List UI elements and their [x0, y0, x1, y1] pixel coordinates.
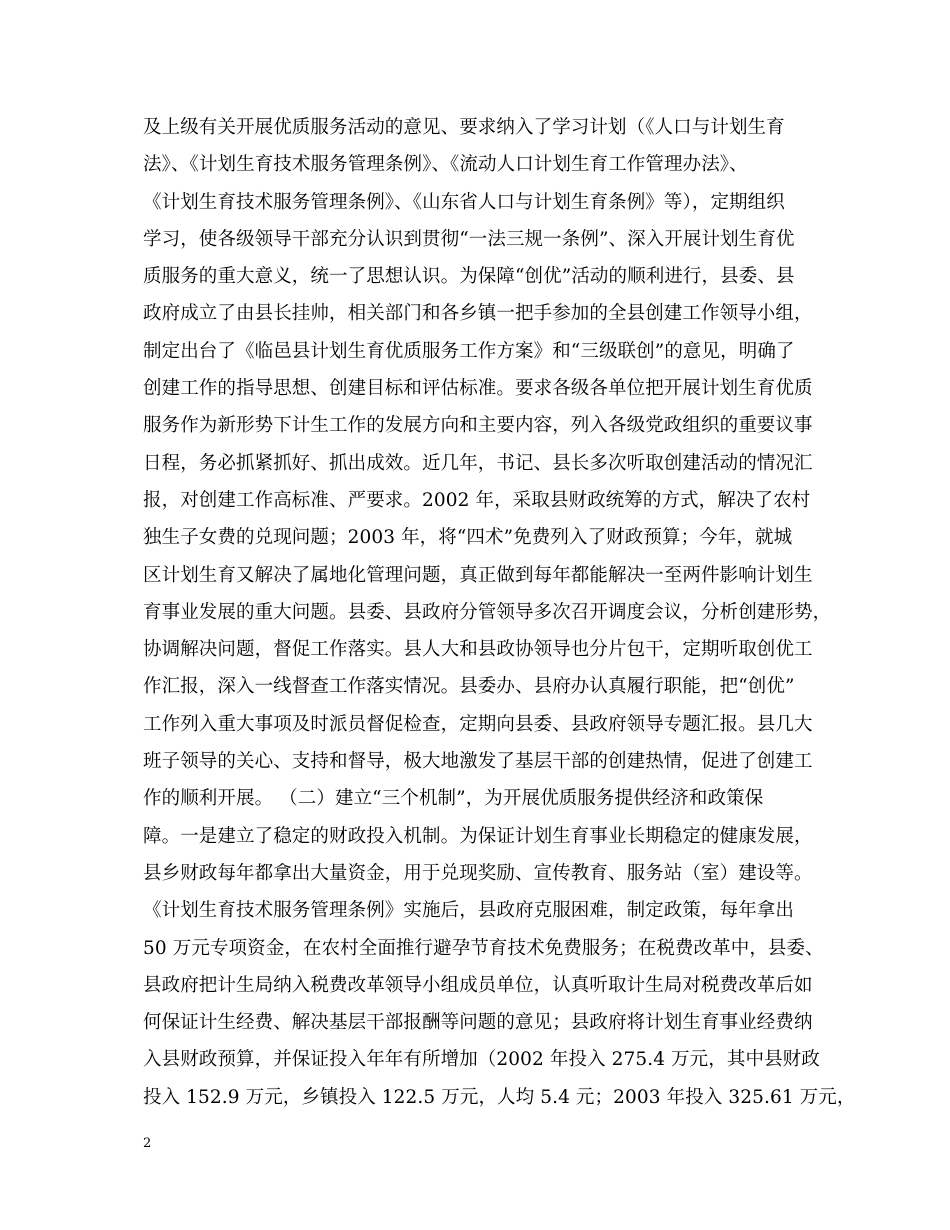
text-line: 作汇报，深入一线督查工作落实情况。县委办、县府办认真履行职能，把“创优” — [143, 676, 795, 698]
page-number: 2 — [143, 1136, 152, 1151]
text-line: 何保证计生经费、解决基层干部报酬等问题的意见；县政府将计划生育事业经费纳 — [143, 1012, 813, 1034]
text-line: 质服务的重大意义，统一了思想认识。为保障“创优”活动的顺利进行，县委、县 — [143, 266, 795, 288]
text-line: 创建工作的指导思想、创建目标和评估标准。要求各级各单位把开展计划生育优质 — [143, 378, 813, 400]
text-line: 法》、《计划生育技术服务管理条例》、《流动人口计划生育工作管理办法》、 — [143, 154, 748, 176]
text-line: 县政府把计生局纳入税费改革领导小组成员单位，认真听取计生局对税费改革后如 — [143, 974, 813, 996]
text-line: 报，对创建工作高标准、严要求。2002 年，采取县财政统筹的方式，解决了农村 — [143, 489, 811, 511]
text-line: 政府成立了由县长挂帅，相关部门和各乡镇一把手参加的全县创建工作领导小组， — [143, 303, 813, 325]
text-line: 入县财政预算，并保证投入年年有所增加（2002 年投入 275.4 万元，其中县财政 — [143, 1049, 820, 1071]
text-line: 区计划生育又解决了属地化管理问题，真正做到每年都能解决一至两件影响计划生 — [143, 564, 813, 586]
text-line: 制定出台了《临邑县计划生育优质服务工作方案》和“三级联创”的意见，明确了 — [143, 340, 795, 362]
text-line: 《计划生育技术服务管理条例》实施后，县政府克服困难，制定政策，每年拿出 — [143, 900, 795, 922]
text-line: 独生子女费的兑现问题；2003 年，将“四术”免费列入了财政预算；今年，就城 — [143, 527, 793, 549]
text-line: 投入 152.9 万元，乡镇投入 122.5 万元，人均 5.4 元；2003 年投入 325.61 万元， — [143, 1086, 856, 1108]
text-line: 服务作为新形势下计生工作的发展方向和主要内容，列入各级党政组织的重要议事 — [143, 415, 813, 437]
text-line: 育事业发展的重大问题。县委、县政府分管领导多次召开调度会议，分析创建形势， — [143, 601, 832, 623]
text-line: 《计划生育技术服务管理条例》、《山东省人口与计划生育条例》等），定期组织 — [143, 191, 785, 213]
text-line: 县乡财政每年都拿出大量资金，用于兑现奖励、宣传教育、服务站（室）建设等。 — [143, 862, 813, 884]
text-line: 障。一是建立了稳定的财政投入机制。为保证计划生育事业长期稳定的健康发展， — [143, 825, 813, 847]
text-line: 班子领导的关心、支持和督导，极大地激发了基层干部的创建热情，促进了创建工 — [143, 751, 813, 773]
text-line: 作的顺利开展。 （二）建立“三个机制”，为开展优质服务提供经济和政策保 — [143, 788, 764, 810]
text-line: 日程，务必抓紧抓好、抓出成效。近几年，书记、县长多次听取创建活动的情况汇 — [143, 452, 813, 474]
body-text — [143, 109, 856, 1116]
text-line: 协调解决问题，督促工作落实。县人大和县政协领导也分片包干，定期听取创优工 — [143, 639, 813, 661]
text-line: 学习，使各级领导干部充分认识到贯彻“一法三规一条例”、深入开展计划生育优 — [143, 228, 795, 250]
text-line: 50 万元专项资金，在农村全面推行避孕节育技术免费服务；在税费改革中，县委、 — [143, 937, 824, 959]
text-line: 工作列入重大事项及时派员督促检查，定期向县委、县政府领导专题汇报。县几大 — [143, 713, 813, 735]
text-line: 及上级有关开展优质服务活动的意见、要求纳入了学习计划（《人口与计划生育 — [143, 117, 785, 138]
